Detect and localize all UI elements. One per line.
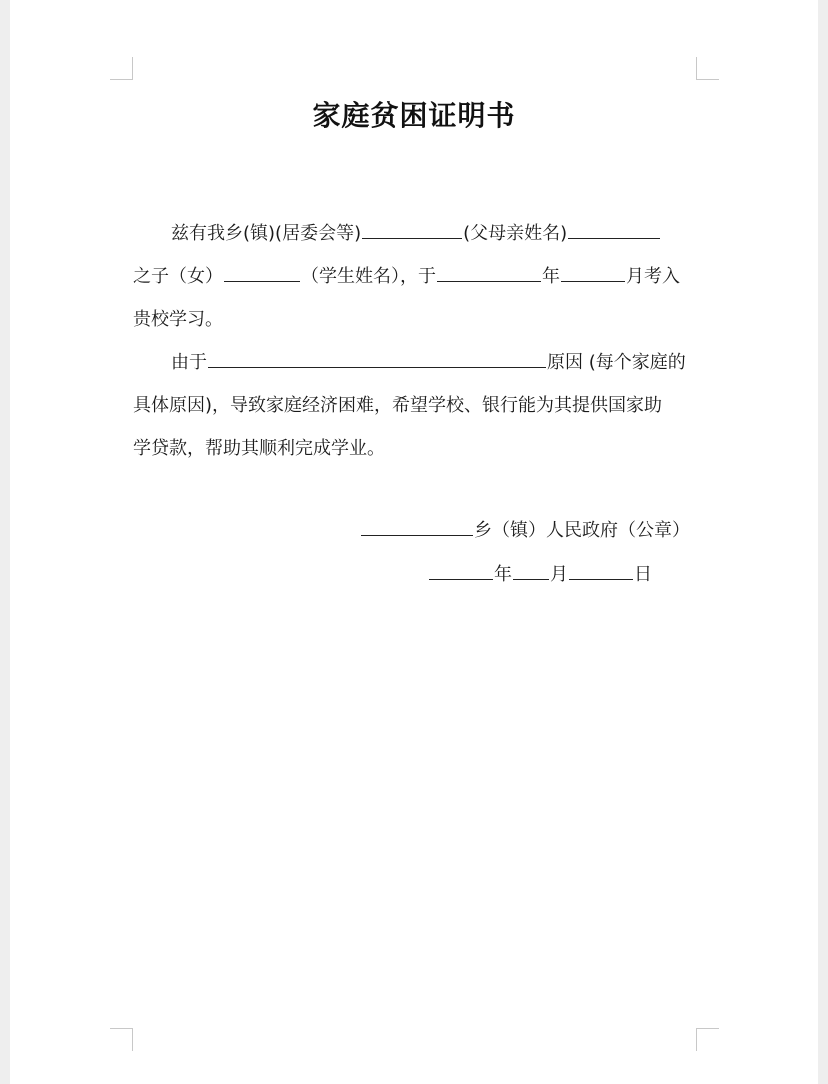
page-corner-mark-bottom-left	[110, 1028, 133, 1051]
blank-enroll-month[interactable]	[561, 265, 625, 282]
text-segment: 兹有我乡(镇)(居委会等)	[171, 223, 362, 244]
text-segment: （学生姓名），于	[301, 266, 436, 287]
blank-parents-name[interactable]	[362, 222, 462, 239]
document-page	[10, 0, 818, 1084]
date-month-label: 月	[550, 564, 568, 585]
date-year-label: 年	[494, 564, 512, 585]
paragraph-2-line-3: 学贷款，帮助其顺利完成学业。	[133, 438, 385, 459]
blank-date-month[interactable]	[513, 563, 549, 580]
signature-line	[360, 516, 690, 542]
document-title: 家庭贫困证明书	[312, 99, 516, 132]
blank-enroll-year[interactable]	[437, 265, 541, 282]
page-corner-mark-top-left	[110, 57, 133, 80]
blank-reason[interactable]	[208, 351, 546, 368]
blank-date-day[interactable]	[569, 563, 633, 580]
paragraph-2-line-1	[171, 348, 686, 374]
page-corner-mark-bottom-right	[696, 1028, 719, 1051]
signature-text: 乡（镇）人民政府（公章）	[474, 520, 690, 541]
paragraph-2-line-2: 具体原因)，导致家庭经济困难，希望学校、银行能为其提供国家助	[133, 395, 663, 416]
text-segment: (父母亲姓名)	[463, 223, 568, 244]
blank-parents-name-2[interactable]	[568, 222, 660, 239]
date-day-label: 日	[634, 564, 652, 585]
date-line	[428, 560, 652, 586]
blank-date-year[interactable]	[429, 563, 493, 580]
paragraph-1-line-3: 贵校学习。	[133, 309, 223, 330]
page-corner-mark-top-right	[696, 57, 719, 80]
text-segment: 月考入	[626, 266, 680, 287]
paragraph-1-line-1	[171, 219, 661, 245]
text-segment: 之子（女）	[133, 266, 223, 287]
blank-township[interactable]	[361, 519, 473, 536]
text-segment: 原因 (每个家庭的	[547, 352, 686, 373]
blank-student-name[interactable]	[224, 265, 300, 282]
text-segment: 由于	[171, 352, 207, 373]
text-segment: 年	[542, 266, 560, 287]
paragraph-1-line-2	[133, 262, 680, 288]
